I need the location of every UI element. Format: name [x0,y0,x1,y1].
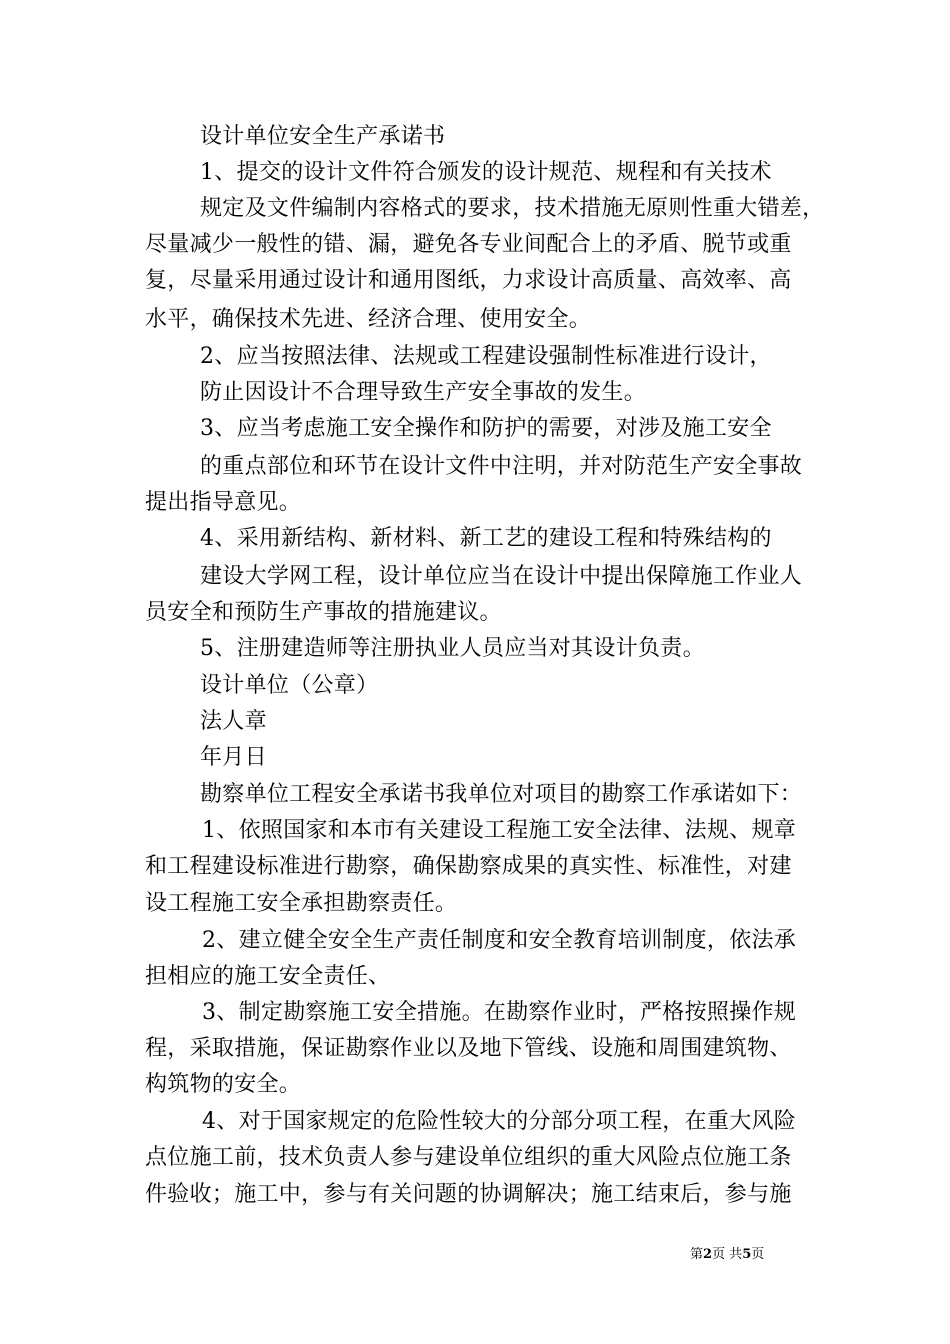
text-line: 1、依照国家和本市有关建设工程施工安全法律、法规、规章 [202,818,797,843]
text-line: 担相应的施工安全责任、 [145,964,391,989]
text-line: 2、应当按照法律、法规或工程建设强制性标准进行设计， [200,344,772,369]
signature-design-unit: 设计单位（公章） [200,673,379,698]
text-line: 构筑物的安全。 [145,1072,302,1097]
text-line: 5、注册建造师等注册执业人员应当对其设计负责。 [200,636,705,661]
text-line: 3、应当考虑施工安全操作和防护的需要，对涉及施工安全 [200,416,772,441]
section-title-design: 设计单位安全生产承诺书 [200,124,446,149]
text-line: 点位施工前，技术负责人参与建设单位组织的重大风险点位施工条 [145,1145,792,1170]
text-line: 员安全和预防生产事故的措施建议。 [145,600,502,625]
text-line: 设工程施工安全承担勘察责任。 [145,891,458,916]
text-line: 水平，确保技术先进、经济合理、使用安全。 [145,307,592,332]
text-line: 4、对于国家规定的危险性较大的分部分项工程，在重大风险 [202,1109,797,1134]
text-line: 程，采取措施，保证勘察作业以及地下管线、设施和周围建筑物、 [145,1036,792,1061]
text-line: 的重点部位和环节在设计文件中注明，并对防范生产安全事故 [200,454,803,479]
text-line: 1、提交的设计文件符合颁发的设计规范、规程和有关技术 [200,160,772,185]
signature-legal-seal: 法人章 [200,709,267,734]
page-number-middle: 页 共 [712,1247,743,1262]
text-line: 件验收；施工中，参与有关问题的协调解决；施工结束后，参与施 [145,1182,792,1207]
page-number-suffix: 页 [751,1247,765,1262]
current-page: 2 [703,1247,713,1262]
signature-date: 年月日 [200,745,267,770]
text-line: 尽量减少一般性的错、漏，避免各专业间配合上的矛盾、脱节或重 [145,232,792,257]
text-line: 3、制定勘察施工安全措施。在勘察作业时，严格按照操作规 [202,1000,797,1025]
text-line: 防止因设计不合理导致生产安全事故的发生。 [200,380,647,405]
page-number-prefix: 第 [690,1247,704,1262]
section-title-survey: 勘察单位工程安全承诺书我单位对项目的勘察工作承诺如下： [200,782,803,807]
text-line: 和工程建设标准进行勘察，确保勘察成果的真实性、标准性，对建 [145,854,792,879]
page-number [690,1246,764,1264]
total-pages: 5 [742,1247,752,1262]
text-line: 提出指导意见。 [145,490,302,515]
text-line: 规定及文件编制内容格式的要求，技术措施无原则性重大错差， [200,196,825,221]
text-line: 4、采用新结构、新材料、新工艺的建设工程和特殊结构的 [200,526,772,551]
text-line: 复，尽量采用通过设计和通用图纸，力求设计高质量、高效率、高 [145,268,792,293]
text-line: 建设大学网工程，设计单位应当在设计中提出保障施工作业人 [200,564,803,589]
text-line: 2、建立健全安全生产责任制度和安全教育培训制度，依法承 [202,928,797,953]
